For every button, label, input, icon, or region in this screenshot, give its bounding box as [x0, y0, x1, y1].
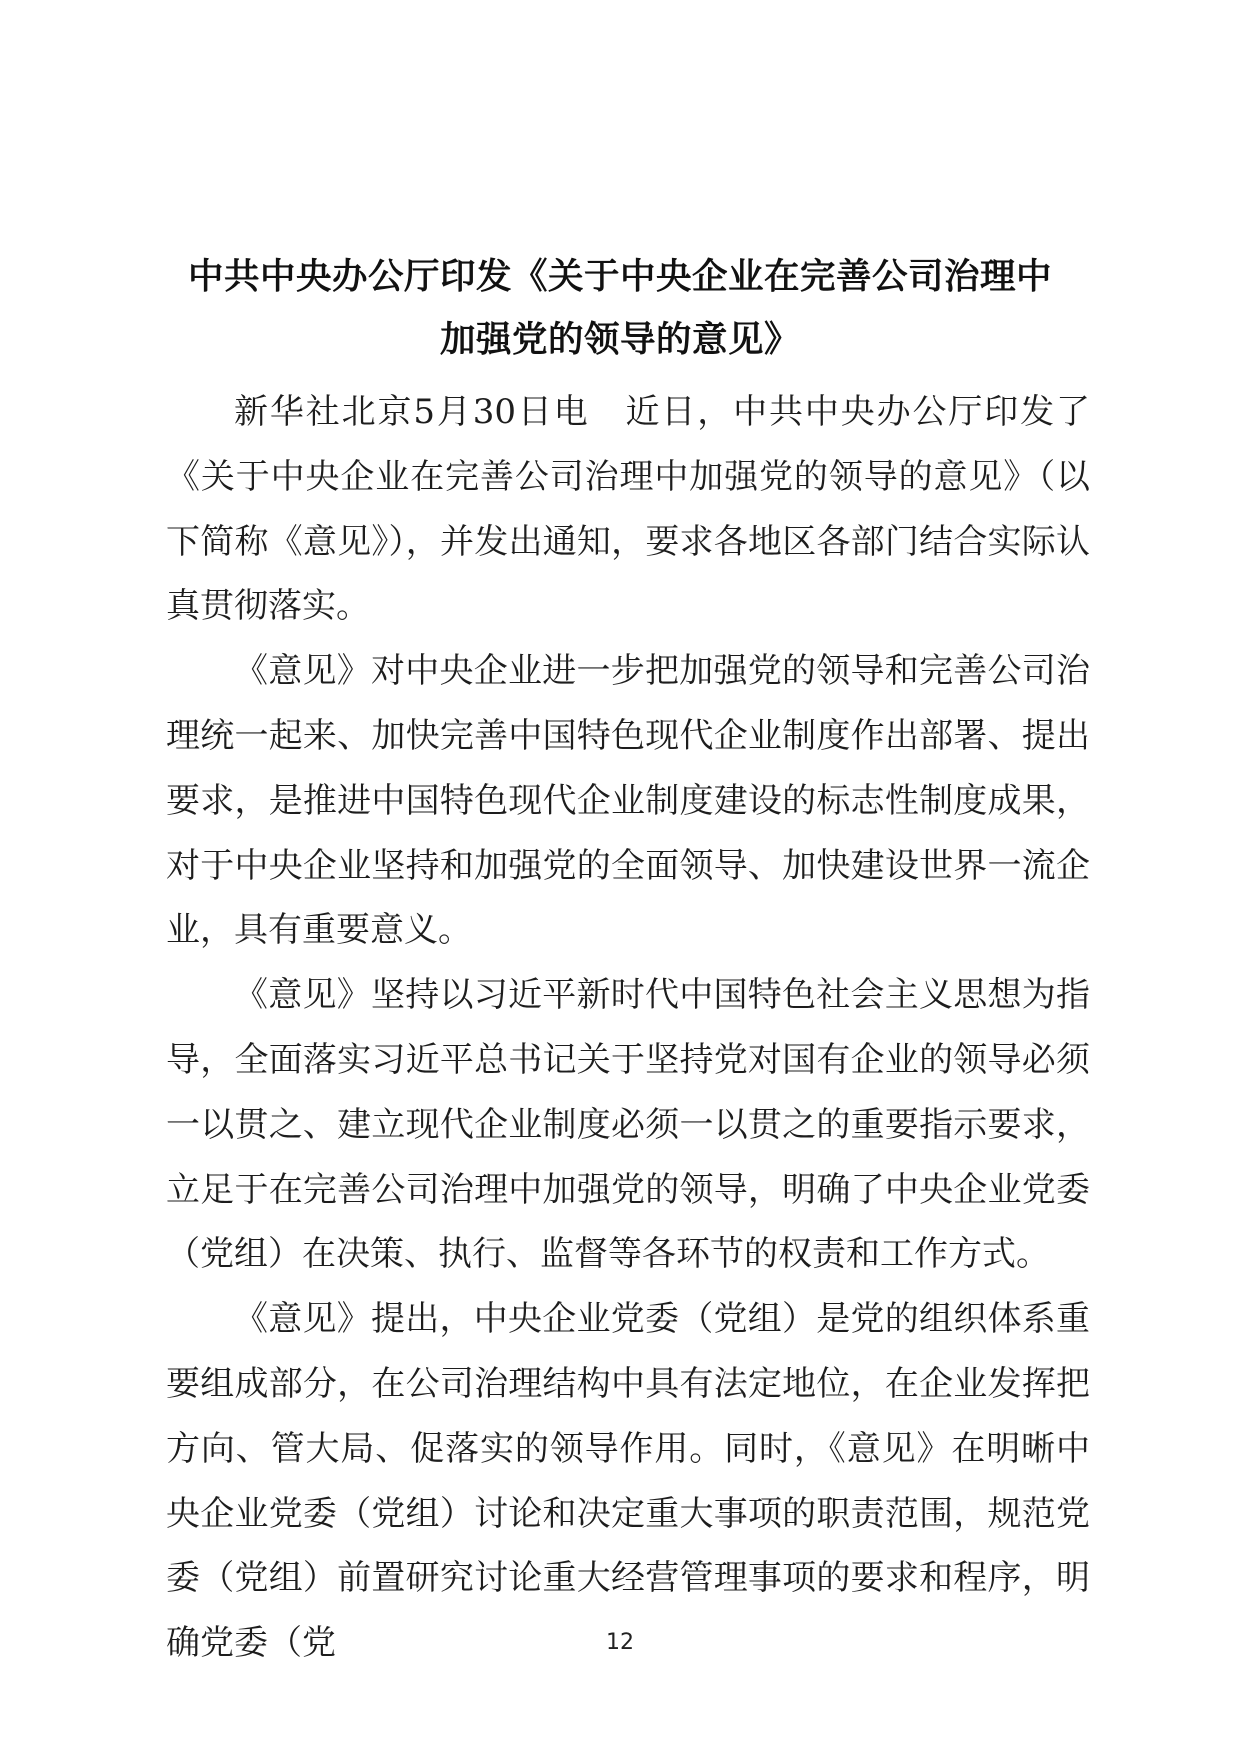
paragraph-2: 《意见》对中央企业进一步把加强党的领导和完善公司治理统一起来、加快完善中国特色现代企业制度作出部署、提出要求，是推进中国特色现代企业制度建设的标志性制度成果，对于中央企业坚持和加强党的全面领导、加快建设世界一流企业，具有重要意义。	[166, 651, 1090, 951]
title-line-2: 加强党的领导的意见》	[439, 318, 800, 360]
page-number: 12	[606, 1630, 634, 1655]
title-line-1: 中共中央办公厅印发《关于中央企业在完善公司治理中	[187, 255, 1052, 297]
document-body	[166, 380, 1090, 1676]
document-title	[150, 245, 1090, 371]
paragraph-1: 新华社北京5月30日电 近日，中共中央办公厅印发了《关于中央企业在完善公司治理中加强党的领导的意见》（以下简称《意见》），并发出通知，要求各地区各部门结合实际认真贯彻落实。	[166, 392, 1090, 627]
paragraph-3: 《意见》坚持以习近平新时代中国特色社会主义思想为指导，全面落实习近平总书记关于坚持党对国有企业的领导必须一以贯之、建立现代企业制度必须一以贯之的重要指示要求，立足于在完善公司治理中加强党的领导，明确了中央企业党委（党组）在决策、执行、监督等各环节的权责和工作方式。	[166, 975, 1090, 1275]
paragraph-4: 《意见》提出，中央企业党委（党组）是党的组织体系重要组成部分，在公司治理结构中具有法定地位，在企业发挥把方向、管大局、促落实的领导作用。同时，《意见》在明晰中央企业党委（党组）讨论和决定重大事项的职责范围，规范党委（党组）前置研究讨论重大经营管理事项的要求和程序，明确党委（党	[166, 1299, 1090, 1664]
